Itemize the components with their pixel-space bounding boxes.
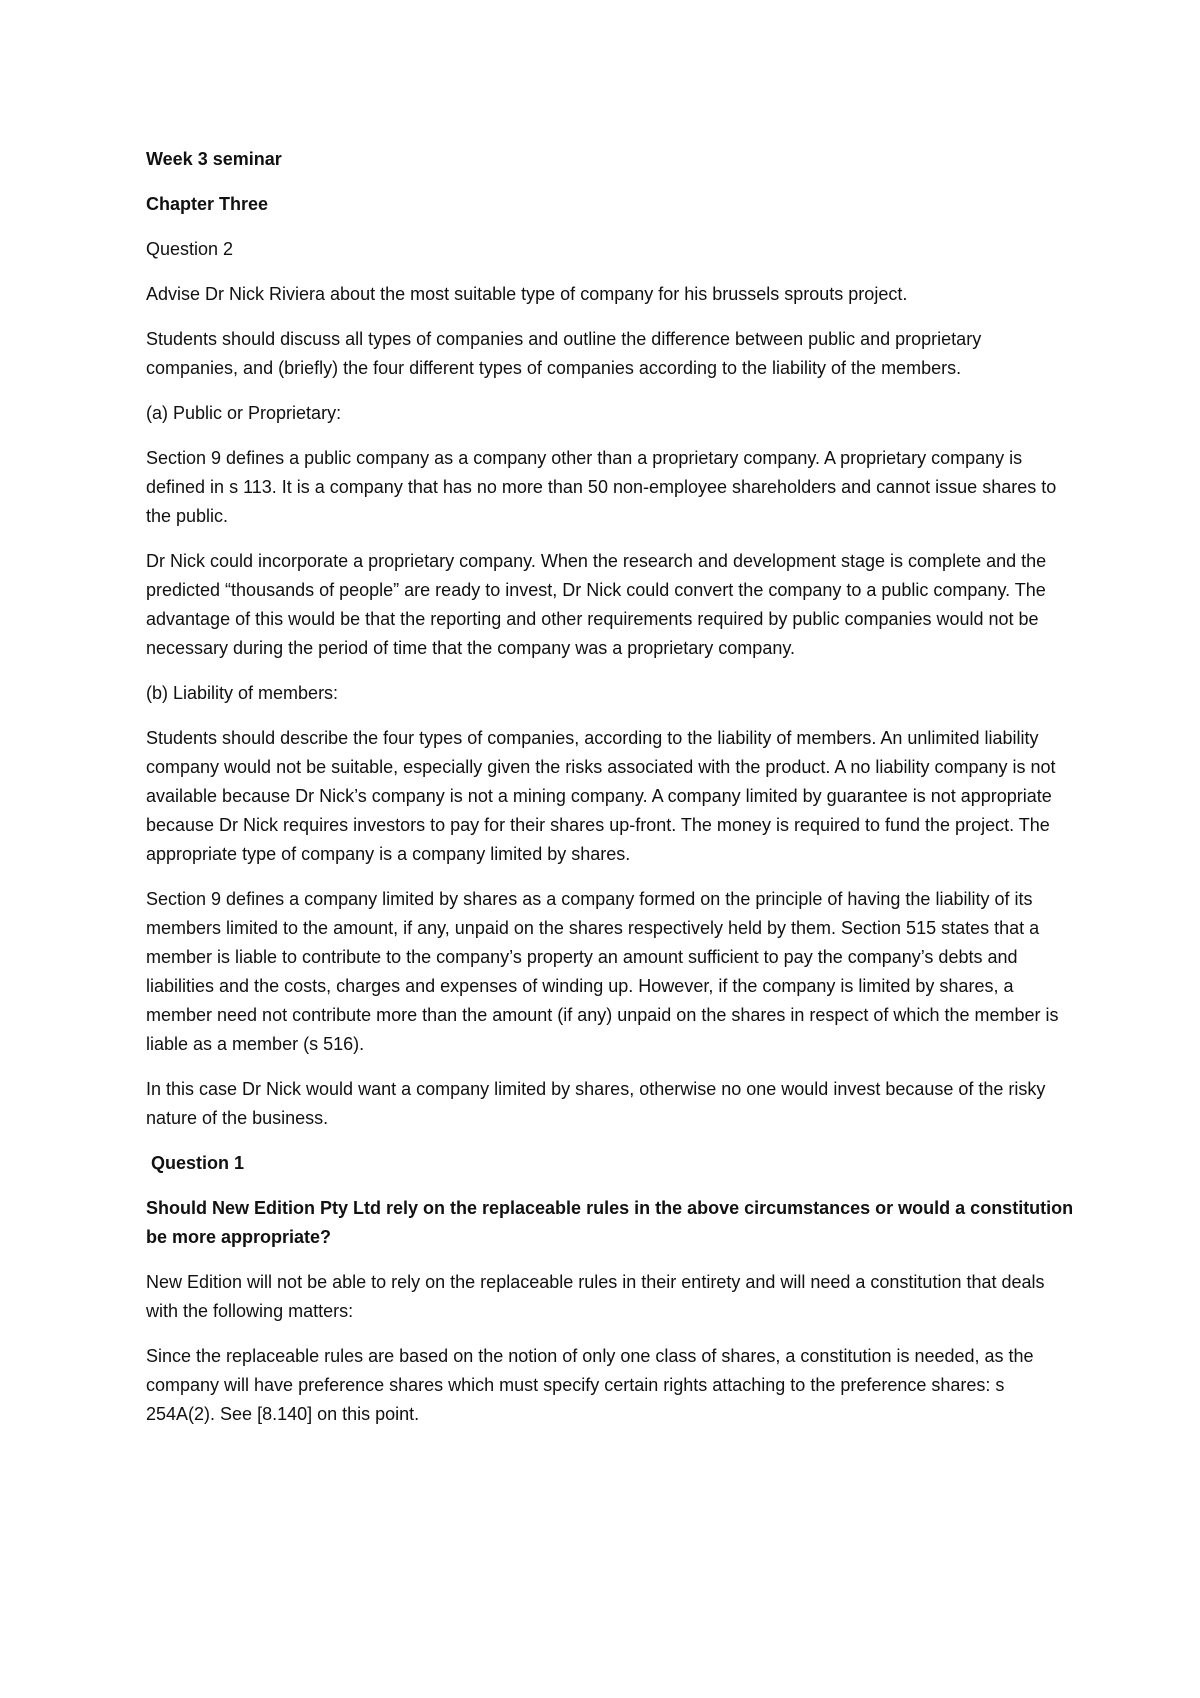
section-b-paragraph-3: In this case Dr Nick would want a company limited by shares, otherwise no one would invest because of the risky nature of the business.: [146, 1079, 1046, 1128]
section-b-paragraph-2: Section 9 defines a company limited by shares as a company formed on the principle of having the liability of its members limited to the amount, if any, unpaid on the shares respectively held by them. Section 515 states that a member is liable to contribute to the company’s property an amount sufficient to pay the company’s debts and liabilities and the costs, charges and expenses of winding up. However, if the company is limited by shares, a member need not contribute more than the amount (if any) unpaid on the shares in respect of which the member is liable as a member (s 516).: [146, 889, 1059, 1054]
section-a-paragraph-1: Section 9 defines a public company as a company other than a proprietary company. A proprietary company is defined in s 113. It is a company that has no more than 50 non-employee shareholders and cannot issue shares to the public.: [146, 448, 1057, 526]
question-1-label: Question 1: [151, 1153, 245, 1173]
document-body: [146, 145, 1076, 1445]
question-1-paragraph-1: New Edition will not be able to rely on the replaceable rules in their entirety and will need a constitution that deals with the following matters:: [146, 1272, 1045, 1321]
section-a-paragraph-2: Dr Nick could incorporate a proprietary company. When the research and development stage is complete and the predicted “thousands of people” are ready to invest, Dr Nick could convert the company to a public company. The advantage of this would be that the reporting and other requirements required by public companies would not be necessary during the period of time that the company was a proprietary company.: [146, 551, 1047, 658]
question-2-intro: Students should discuss all types of companies and outline the difference between public and proprietary companies, and (briefly) the four different types of companies according to the liability of the members.: [146, 329, 982, 378]
heading-chapter: Chapter Three: [146, 194, 269, 214]
question-1-paragraph-2: Since the replaceable rules are based on the notion of only one class of shares, a constitution is needed, as the company will have preference shares which must specify certain rights attaching to the preference shares: s 254A(2). See [8.140] on this point.: [146, 1346, 1034, 1424]
section-b-paragraph-1: Students should describe the four types of companies, according to the liability of members. An unlimited liability company would not be suitable, especially given the risks associated with the product. A no liability company is not available because Dr Nick’s company is not a mining company. A company limited by guarantee is not appropriate because Dr Nick requires investors to pay for their shares up-front. The money is required to fund the project. The appropriate type of company is a company limited by shares.: [146, 728, 1056, 864]
question-2-label: Question 2: [146, 239, 234, 259]
heading-week: Week 3 seminar: [146, 149, 282, 169]
question-1-prompt: Should New Edition Pty Ltd rely on the replaceable rules in the above circumstances or would a constitution be more appropriate?: [146, 1198, 1074, 1247]
question-2-prompt: Advise Dr Nick Riviera about the most suitable type of company for his brussels sprouts project.: [146, 284, 908, 304]
section-b-heading: (b) Liability of members:: [146, 683, 339, 703]
section-a-heading: (a) Public or Proprietary:: [146, 403, 342, 423]
